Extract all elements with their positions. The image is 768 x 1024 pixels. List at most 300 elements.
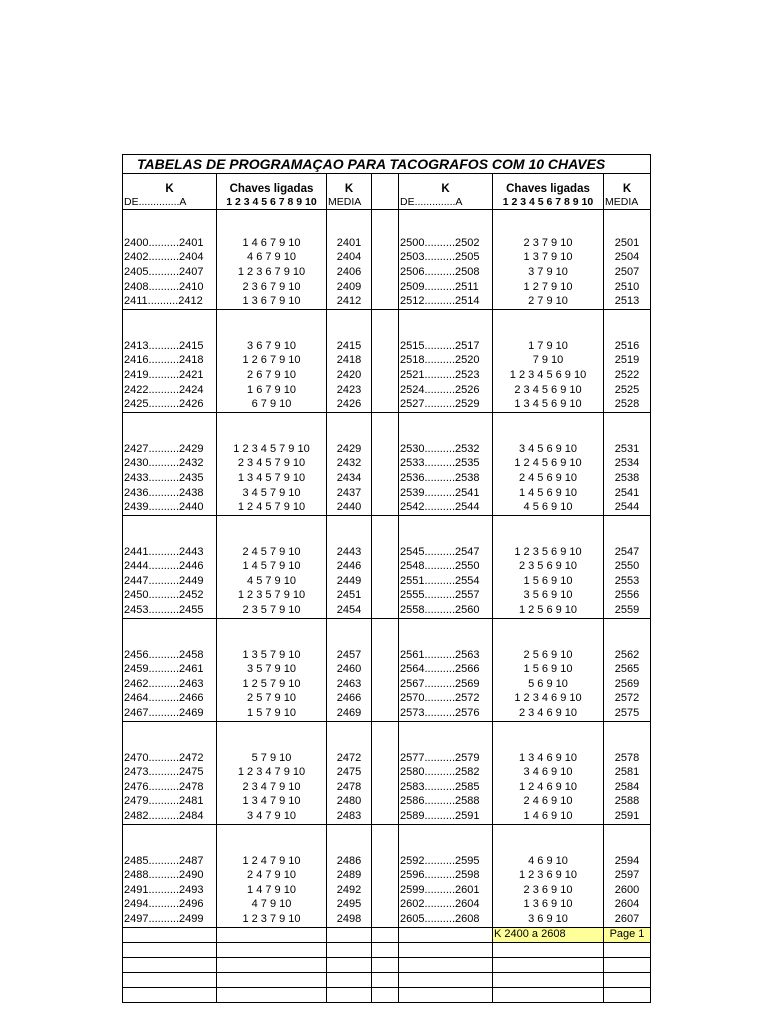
cell-media-right: 2528 xyxy=(604,397,651,412)
empty-cell xyxy=(123,942,217,957)
cell-chaves-right: 1 4 5 6 9 10 xyxy=(493,486,604,501)
cell-media-right: 2575 xyxy=(604,706,651,721)
empty-cell xyxy=(327,957,372,972)
cell-media-right: 2516 xyxy=(604,339,651,354)
empty-cell xyxy=(493,957,604,972)
empty-row xyxy=(123,987,651,1002)
cell-media-right: 2594 xyxy=(604,854,651,869)
header-row xyxy=(123,174,651,196)
cell-range-left: 2400..........2401 xyxy=(123,236,217,251)
spacer-cell xyxy=(217,515,327,545)
cell-chaves-left: 1 2 3 4 7 9 10 xyxy=(217,765,327,780)
table-row xyxy=(123,500,651,515)
cell-media-left: 2401 xyxy=(327,236,372,251)
table-row xyxy=(123,236,651,251)
cell-chaves-left: 1 2 4 7 9 10 xyxy=(217,854,327,869)
spacer-cell xyxy=(399,412,493,442)
spacer-cell xyxy=(123,515,217,545)
cell-range-left: 2411..........2412 xyxy=(123,294,217,309)
spacer-cell xyxy=(372,662,399,677)
cell-range-left: 2419..........2421 xyxy=(123,368,217,383)
spacer-cell xyxy=(372,397,399,412)
cell-chaves-left: 2 5 7 9 10 xyxy=(217,692,327,707)
cell-range-right: 2570..........2572 xyxy=(399,692,493,707)
cell-media-right: 2597 xyxy=(604,868,651,883)
cell-chaves-right: 1 2 3 4 6 9 10 xyxy=(493,692,604,707)
cell-range-left: 2422..........2424 xyxy=(123,383,217,398)
cell-chaves-right: 3 7 9 10 xyxy=(493,265,604,280)
empty-cell xyxy=(327,972,372,987)
table-row xyxy=(123,809,651,824)
cell-range-right: 2518..........2520 xyxy=(399,354,493,369)
empty-cell xyxy=(372,987,399,1002)
subheader-media-right: MEDIA xyxy=(604,196,651,210)
spacer-cell xyxy=(604,721,651,751)
cell-chaves-right: 2 5 6 9 10 xyxy=(493,648,604,663)
cell-media-left: 2469 xyxy=(327,706,372,721)
cell-chaves-left: 1 3 4 5 7 9 10 xyxy=(217,471,327,486)
cell-range-right: 2583..........2585 xyxy=(399,780,493,795)
spacer-cell xyxy=(327,721,372,751)
table-row xyxy=(123,883,651,898)
spacer-cell xyxy=(372,471,399,486)
subheader-bits-right: 1 2 3 4 5 6 7 8 9 10 xyxy=(493,196,604,210)
programming-table xyxy=(122,174,651,1003)
cell-chaves-right: 1 2 7 9 10 xyxy=(493,280,604,295)
cell-chaves-right: 2 3 4 6 9 10 xyxy=(493,706,604,721)
cell-range-left: 2433..........2435 xyxy=(123,471,217,486)
subheader-row xyxy=(123,196,651,210)
empty-cell xyxy=(493,972,604,987)
spacer-cell xyxy=(493,412,604,442)
cell-range-left: 2459..........2461 xyxy=(123,662,217,677)
cell-range-left: 2439..........2440 xyxy=(123,500,217,515)
spacer-cell xyxy=(123,618,217,648)
empty-cell xyxy=(217,927,327,942)
cell-range-right: 2509..........2511 xyxy=(399,280,493,295)
cell-media-right: 2544 xyxy=(604,500,651,515)
cell-range-right: 2558..........2560 xyxy=(399,603,493,618)
cell-chaves-right: 4 5 6 9 10 xyxy=(493,500,604,515)
cell-media-right: 2525 xyxy=(604,383,651,398)
spacer-cell xyxy=(493,618,604,648)
empty-cell xyxy=(327,942,372,957)
spacer-cell xyxy=(372,442,399,457)
cell-media-right: 2550 xyxy=(604,560,651,575)
table-row xyxy=(123,545,651,560)
cell-chaves-right: 2 3 5 6 9 10 xyxy=(493,560,604,575)
group-spacer-row xyxy=(123,721,651,751)
spacer-cell xyxy=(327,515,372,545)
cell-media-left: 2426 xyxy=(327,397,372,412)
cell-media-left: 2472 xyxy=(327,751,372,766)
cell-chaves-left: 1 2 3 6 7 9 10 xyxy=(217,265,327,280)
empty-cell xyxy=(123,972,217,987)
table-row xyxy=(123,574,651,589)
cell-range-right: 2567..........2569 xyxy=(399,677,493,692)
cell-chaves-left: 1 4 6 7 9 10 xyxy=(217,236,327,251)
spacer-cell xyxy=(372,545,399,560)
table-row xyxy=(123,471,651,486)
cell-media-left: 2409 xyxy=(327,280,372,295)
cell-range-left: 2402..........2404 xyxy=(123,251,217,266)
spacer-cell xyxy=(372,706,399,721)
cell-chaves-left: 3 4 7 9 10 xyxy=(217,809,327,824)
cell-range-right: 2561..........2563 xyxy=(399,648,493,663)
group-spacer-row xyxy=(123,412,651,442)
spacer-cell xyxy=(372,692,399,707)
spacer-cell xyxy=(372,589,399,604)
spacer-cell xyxy=(372,824,399,854)
spacer-cell xyxy=(372,251,399,266)
cell-range-left: 2479..........2481 xyxy=(123,795,217,810)
table-row xyxy=(123,560,651,575)
table-row xyxy=(123,397,651,412)
table-row xyxy=(123,589,651,604)
cell-chaves-left: 2 4 7 9 10 xyxy=(217,868,327,883)
cell-range-right: 2555..........2557 xyxy=(399,589,493,604)
spacer-cell xyxy=(372,751,399,766)
spacer-cell xyxy=(372,486,399,501)
cell-chaves-left: 1 3 5 7 9 10 xyxy=(217,648,327,663)
table-row xyxy=(123,898,651,913)
cell-media-right: 2572 xyxy=(604,692,651,707)
cell-range-left: 2482..........2484 xyxy=(123,809,217,824)
cell-media-right: 2519 xyxy=(604,354,651,369)
spacer-cell xyxy=(399,309,493,339)
cell-chaves-right: 2 4 6 9 10 xyxy=(493,795,604,810)
table-row xyxy=(123,294,651,309)
group-spacer-row xyxy=(123,210,651,237)
cell-range-right: 2580..........2582 xyxy=(399,765,493,780)
cell-range-left: 2408..........2410 xyxy=(123,280,217,295)
spacer-cell xyxy=(372,898,399,913)
spacer-cell xyxy=(372,765,399,780)
cell-media-right: 2556 xyxy=(604,589,651,604)
cell-chaves-left: 1 2 5 7 9 10 xyxy=(217,677,327,692)
spacer-cell xyxy=(372,515,399,545)
spacer-cell xyxy=(493,210,604,237)
cell-chaves-left: 1 2 3 7 9 10 xyxy=(217,912,327,927)
empty-cell xyxy=(399,957,493,972)
cell-media-right: 2510 xyxy=(604,280,651,295)
spacer-cell xyxy=(604,824,651,854)
cell-chaves-left: 1 3 6 7 9 10 xyxy=(217,294,327,309)
cell-range-left: 2416..........2418 xyxy=(123,354,217,369)
cell-media-left: 2492 xyxy=(327,883,372,898)
cell-chaves-right: 2 3 7 9 10 xyxy=(493,236,604,251)
subheader-range-right: DE..............A xyxy=(399,196,493,210)
spacer-cell xyxy=(372,412,399,442)
empty-cell xyxy=(372,957,399,972)
cell-chaves-left: 2 3 4 5 7 9 10 xyxy=(217,457,327,472)
cell-range-right: 2596..........2598 xyxy=(399,868,493,883)
cell-media-right: 2531 xyxy=(604,442,651,457)
cell-media-left: 2406 xyxy=(327,265,372,280)
spacer-cell xyxy=(217,412,327,442)
cell-chaves-left: 3 4 5 7 9 10 xyxy=(217,486,327,501)
spacer-cell xyxy=(372,618,399,648)
cell-media-right: 2581 xyxy=(604,765,651,780)
cell-range-left: 2441..........2443 xyxy=(123,545,217,560)
cell-chaves-right: 3 4 6 9 10 xyxy=(493,765,604,780)
table-row xyxy=(123,795,651,810)
spreadsheet xyxy=(122,154,651,1003)
cell-chaves-left: 1 2 4 5 7 9 10 xyxy=(217,500,327,515)
table-row xyxy=(123,912,651,927)
header-k2-right: K xyxy=(604,174,651,196)
empty-row xyxy=(123,957,651,972)
table-row xyxy=(123,692,651,707)
cell-range-left: 2485..........2487 xyxy=(123,854,217,869)
table-row xyxy=(123,780,651,795)
cell-media-right: 2538 xyxy=(604,471,651,486)
cell-range-left: 2456..........2458 xyxy=(123,648,217,663)
spacer-cell xyxy=(372,883,399,898)
empty-cell xyxy=(217,987,327,1002)
table-row xyxy=(123,251,651,266)
cell-range-right: 2586..........2588 xyxy=(399,795,493,810)
cell-chaves-left: 1 4 7 9 10 xyxy=(217,883,327,898)
cell-media-left: 2451 xyxy=(327,589,372,604)
spacer-cell xyxy=(399,824,493,854)
cell-media-right: 2513 xyxy=(604,294,651,309)
cell-chaves-left: 3 5 7 9 10 xyxy=(217,662,327,677)
cell-chaves-right: 5 6 9 10 xyxy=(493,677,604,692)
spacer-cell xyxy=(372,280,399,295)
header-chaves-left: Chaves ligadas xyxy=(217,174,327,196)
cell-media-left: 2486 xyxy=(327,854,372,869)
empty-cell xyxy=(372,942,399,957)
spacer-cell xyxy=(372,809,399,824)
cell-media-left: 2434 xyxy=(327,471,372,486)
cell-media-left: 2420 xyxy=(327,368,372,383)
empty-cell xyxy=(604,942,651,957)
table-row xyxy=(123,368,651,383)
cell-range-right: 2503..........2505 xyxy=(399,251,493,266)
cell-media-left: 2437 xyxy=(327,486,372,501)
cell-range-left: 2467..........2469 xyxy=(123,706,217,721)
cell-media-left: 2495 xyxy=(327,898,372,913)
range-summary: K 2400 a 2608 xyxy=(493,927,604,942)
table-row xyxy=(123,354,651,369)
empty-cell xyxy=(327,987,372,1002)
page-number: Page 1 xyxy=(604,927,651,942)
cell-chaves-left: 1 4 5 7 9 10 xyxy=(217,560,327,575)
spacer-cell xyxy=(217,309,327,339)
cell-range-left: 2436..........2438 xyxy=(123,486,217,501)
cell-media-left: 2463 xyxy=(327,677,372,692)
group-spacer-row xyxy=(123,515,651,545)
table-row xyxy=(123,648,651,663)
group-spacer-row xyxy=(123,824,651,854)
cell-range-right: 2548..........2550 xyxy=(399,560,493,575)
spacer-cell xyxy=(493,515,604,545)
empty-cell xyxy=(493,987,604,1002)
empty-cell xyxy=(372,927,399,942)
cell-range-right: 2536..........2538 xyxy=(399,471,493,486)
empty-cell xyxy=(123,927,217,942)
cell-chaves-right: 1 2 3 4 5 6 9 10 xyxy=(493,368,604,383)
table-row xyxy=(123,706,651,721)
cell-chaves-right: 7 9 10 xyxy=(493,354,604,369)
cell-chaves-right: 2 3 6 9 10 xyxy=(493,883,604,898)
cell-range-right: 2521..........2523 xyxy=(399,368,493,383)
cell-range-right: 2592..........2595 xyxy=(399,854,493,869)
cell-chaves-right: 1 5 6 9 10 xyxy=(493,662,604,677)
cell-chaves-right: 1 3 4 5 6 9 10 xyxy=(493,397,604,412)
spacer-cell xyxy=(399,618,493,648)
spacer-cell xyxy=(604,618,651,648)
cell-media-right: 2553 xyxy=(604,574,651,589)
cell-chaves-right: 1 2 4 5 6 9 10 xyxy=(493,457,604,472)
spacer-cell xyxy=(399,721,493,751)
spacer-cell xyxy=(327,618,372,648)
table-row xyxy=(123,280,651,295)
spacer-cell xyxy=(372,368,399,383)
cell-range-right: 2530..........2532 xyxy=(399,442,493,457)
cell-chaves-left: 1 2 3 4 5 7 9 10 xyxy=(217,442,327,457)
cell-chaves-left: 1 3 4 7 9 10 xyxy=(217,795,327,810)
cell-chaves-right: 4 6 9 10 xyxy=(493,854,604,869)
subheader-bits-left: 1 2 3 4 5 6 7 8 9 10 xyxy=(217,196,327,210)
header-k-left: K xyxy=(123,174,217,196)
spacer-cell xyxy=(372,868,399,883)
cell-range-left: 2462..........2463 xyxy=(123,677,217,692)
empty-cell xyxy=(217,972,327,987)
cell-range-right: 2602..........2604 xyxy=(399,898,493,913)
table-row xyxy=(123,868,651,883)
header-chaves-right: Chaves ligadas xyxy=(493,174,604,196)
cell-chaves-right: 1 5 6 9 10 xyxy=(493,574,604,589)
page-title: TABELAS DE PROGRAMAÇAO PARA TACOGRAFOS COM 10 CHAVES xyxy=(122,154,651,174)
cell-chaves-right: 1 2 3 6 9 10 xyxy=(493,868,604,883)
cell-range-right: 2506..........2508 xyxy=(399,265,493,280)
cell-range-right: 2545..........2547 xyxy=(399,545,493,560)
cell-chaves-left: 4 6 7 9 10 xyxy=(217,251,327,266)
cell-chaves-right: 1 3 6 9 10 xyxy=(493,898,604,913)
empty-cell xyxy=(372,972,399,987)
cell-media-right: 2504 xyxy=(604,251,651,266)
spacer-cell xyxy=(372,265,399,280)
cell-range-left: 2450..........2452 xyxy=(123,589,217,604)
spacer-cell xyxy=(493,721,604,751)
cell-range-left: 2405..........2407 xyxy=(123,265,217,280)
cell-range-right: 2539..........2541 xyxy=(399,486,493,501)
empty-cell xyxy=(604,987,651,1002)
cell-range-left: 2444..........2446 xyxy=(123,560,217,575)
spacer-cell xyxy=(372,574,399,589)
spacer-cell xyxy=(372,500,399,515)
empty-cell xyxy=(604,972,651,987)
table-row xyxy=(123,383,651,398)
spacer-cell xyxy=(399,210,493,237)
spacer-cell xyxy=(604,515,651,545)
cell-chaves-right: 1 2 3 5 6 9 10 xyxy=(493,545,604,560)
cell-media-left: 2449 xyxy=(327,574,372,589)
spacer-cell xyxy=(399,515,493,545)
cell-range-right: 2533..........2535 xyxy=(399,457,493,472)
table-row xyxy=(123,854,651,869)
spacer-cell xyxy=(123,412,217,442)
table-row xyxy=(123,265,651,280)
header-k2-left: K xyxy=(327,174,372,196)
cell-range-left: 2430..........2432 xyxy=(123,457,217,472)
cell-range-left: 2497..........2499 xyxy=(123,912,217,927)
cell-range-left: 2464..........2466 xyxy=(123,692,217,707)
cell-chaves-left: 4 7 9 10 xyxy=(217,898,327,913)
cell-media-left: 2443 xyxy=(327,545,372,560)
cell-media-left: 2466 xyxy=(327,692,372,707)
group-spacer-row xyxy=(123,309,651,339)
cell-media-right: 2584 xyxy=(604,780,651,795)
cell-chaves-left: 1 5 7 9 10 xyxy=(217,706,327,721)
table-row xyxy=(123,765,651,780)
spacer-cell xyxy=(493,824,604,854)
cell-media-right: 2547 xyxy=(604,545,651,560)
cell-range-right: 2527..........2529 xyxy=(399,397,493,412)
cell-range-right: 2551..........2554 xyxy=(399,574,493,589)
cell-chaves-left: 1 2 3 5 7 9 10 xyxy=(217,589,327,604)
spacer-cell xyxy=(372,339,399,354)
footer-row xyxy=(123,927,651,942)
spacer-cell xyxy=(372,236,399,251)
cell-media-left: 2432 xyxy=(327,457,372,472)
cell-range-right: 2577..........2579 xyxy=(399,751,493,766)
cell-chaves-right: 1 3 4 6 9 10 xyxy=(493,751,604,766)
spacer-cell xyxy=(217,210,327,237)
cell-chaves-left: 2 6 7 9 10 xyxy=(217,368,327,383)
cell-media-left: 2498 xyxy=(327,912,372,927)
spacer-cell xyxy=(123,309,217,339)
spacer-cell xyxy=(372,196,399,210)
cell-chaves-right: 1 4 6 9 10 xyxy=(493,809,604,824)
spacer-cell xyxy=(372,354,399,369)
cell-media-right: 2607 xyxy=(604,912,651,927)
cell-range-right: 2524..........2526 xyxy=(399,383,493,398)
cell-media-right: 2559 xyxy=(604,603,651,618)
cell-media-left: 2457 xyxy=(327,648,372,663)
table-row xyxy=(123,677,651,692)
spacer-cell xyxy=(372,294,399,309)
table-row xyxy=(123,486,651,501)
cell-media-left: 2460 xyxy=(327,662,372,677)
spacer-cell xyxy=(372,795,399,810)
empty-cell xyxy=(399,987,493,1002)
cell-media-left: 2404 xyxy=(327,251,372,266)
cell-chaves-right: 3 6 9 10 xyxy=(493,912,604,927)
spacer-cell xyxy=(372,174,399,196)
spacer-cell xyxy=(372,721,399,751)
spacer-cell xyxy=(604,412,651,442)
cell-chaves-right: 2 4 5 6 9 10 xyxy=(493,471,604,486)
spacer-cell xyxy=(372,648,399,663)
cell-media-right: 2578 xyxy=(604,751,651,766)
cell-range-left: 2491..........2493 xyxy=(123,883,217,898)
cell-media-right: 2562 xyxy=(604,648,651,663)
cell-range-right: 2599..........2601 xyxy=(399,883,493,898)
empty-row xyxy=(123,972,651,987)
cell-media-left: 2483 xyxy=(327,809,372,824)
empty-cell xyxy=(217,942,327,957)
cell-chaves-left: 2 3 6 7 9 10 xyxy=(217,280,327,295)
cell-range-right: 2564..........2566 xyxy=(399,662,493,677)
spacer-cell xyxy=(372,383,399,398)
empty-cell xyxy=(123,987,217,1002)
cell-chaves-right: 1 3 7 9 10 xyxy=(493,251,604,266)
spacer-cell xyxy=(372,309,399,339)
cell-media-left: 2429 xyxy=(327,442,372,457)
